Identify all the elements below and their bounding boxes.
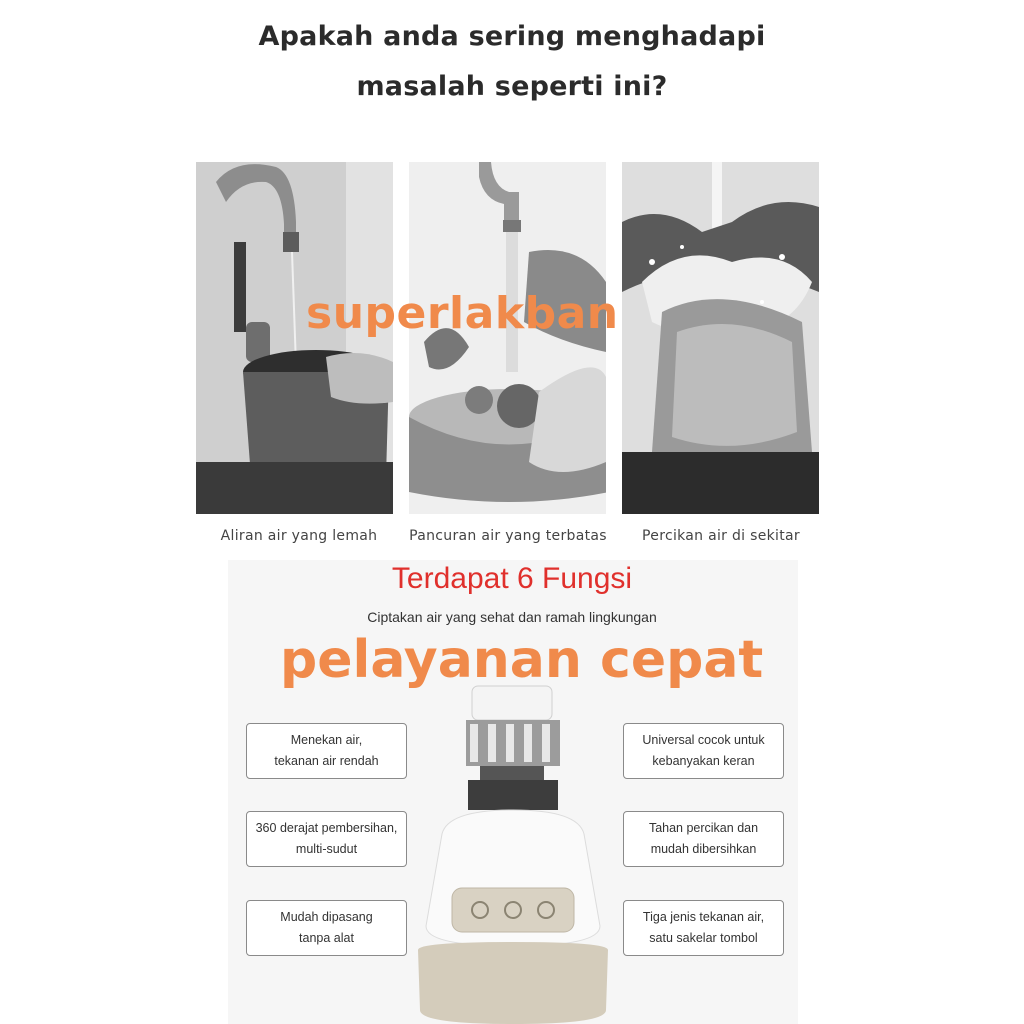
feature-line: tekanan air rendah bbox=[274, 754, 379, 768]
feature-three-modes bbox=[623, 900, 784, 956]
feature-line: satu sakelar tombol bbox=[649, 931, 758, 945]
feature-line: Tiga jenis tekanan air, bbox=[642, 910, 765, 924]
caption-weak-flow: Aliran air yang lemah bbox=[220, 528, 378, 544]
feature-pressurize bbox=[246, 723, 407, 779]
product-subtitle: Ciptakan air yang sehat dan ramah lingkungan bbox=[367, 609, 657, 625]
feature-line: kebanyakan keran bbox=[652, 754, 755, 768]
caption-splash: Percikan air di sekitar bbox=[642, 528, 800, 544]
feature-line: tanpa alat bbox=[299, 931, 354, 945]
splash-photo bbox=[622, 162, 819, 514]
feature-line: Menekan air, bbox=[290, 733, 363, 747]
feature-universal-fit bbox=[623, 723, 784, 779]
watermark-bottom: pelayanan cepat bbox=[280, 630, 764, 690]
product-title: Terdapat 6 Fungsi bbox=[391, 562, 633, 595]
watermark-top: superlakban bbox=[306, 288, 619, 339]
feature-line: Mudah dipasang bbox=[280, 910, 373, 924]
feature-line: 360 derajat pembersihan, bbox=[255, 821, 398, 835]
headline bbox=[0, 12, 1024, 112]
caption-limited-stream: Pancuran air yang terbatas bbox=[409, 528, 607, 544]
feature-line: Universal cocok untuk bbox=[642, 733, 765, 747]
feature-easy-install bbox=[246, 900, 407, 956]
headline-line-2: masalah seperti ini? bbox=[356, 71, 668, 102]
faucet-aerator-icon bbox=[408, 684, 618, 1024]
headline-line-1: Apakah anda sering menghadapi bbox=[258, 21, 766, 52]
feature-line: multi-sudut bbox=[295, 842, 358, 856]
feature-line: Tahan percikan dan bbox=[648, 821, 759, 835]
feature-line: mudah dibersihkan bbox=[650, 842, 757, 856]
feature-splash-proof bbox=[623, 811, 784, 867]
feature-360-cleaning bbox=[246, 811, 407, 867]
